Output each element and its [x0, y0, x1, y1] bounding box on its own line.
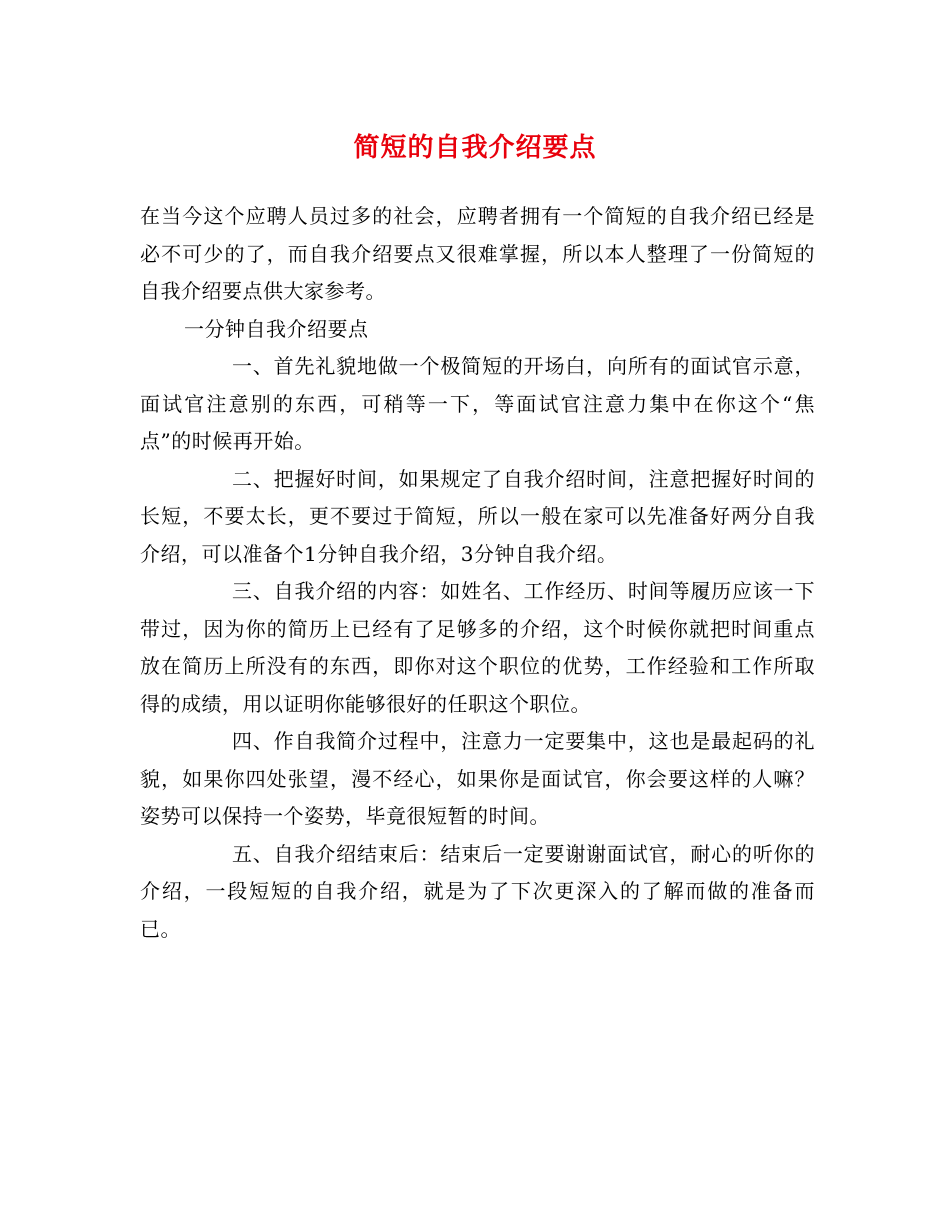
point-paragraph-5: 五、自我介绍结束后：结束后一定要谢谢面试官，耐心的听你的介绍，一段短短的自我介绍，就是为了下次更深入的了解而做的准备而已。	[140, 841, 815, 941]
point-paragraph-4: 四、作自我简介过程中，注意力一定要集中，这也是最起码的礼貌，如果你四处张望，漫不经心，如果你是面试官，你会要这样的人嘛？姿势可以保持一个姿势，毕竟很短暂的时间。	[140, 729, 815, 828]
subheading-paragraph: 一分钟自我介绍要点	[184, 316, 369, 341]
document-body	[140, 198, 815, 948]
point-paragraph-2: 二、把握好时间，如果规定了自我介绍时间，注意把握好时间的长短，不要太长，更不要过于简短，所以一般在家可以先准备好两分自我介绍，可以准备个1分钟自我介绍，3分钟自我介绍。	[140, 466, 815, 566]
point-paragraph-3: 三、自我介绍的内容：如姓名、工作经历、时间等履历应该一下带过，因为你的简历上已经有了足够多的介绍，这个时候你就把时间重点放在简历上所没有的东西，即你对这个职位的优势，工作经验和工作所取得的成绩，用以证明你能够很好的任职这个职位。	[140, 579, 815, 716]
document-title: 简短的自我介绍要点	[353, 133, 597, 163]
intro-paragraph: 在当今这个应聘人员过多的社会，应聘者拥有一个简短的自我介绍已经是必不可少的了，而自我介绍要点又很难掌握，所以本人整理了一份简短的自我介绍要点供大家参考。	[140, 204, 815, 303]
point-paragraph-1: 一、首先礼貌地做一个极简短的开场白，向所有的面试官示意，面试官注意别的东西，可稍等一下，等面试官注意力集中在你这个“焦点”的时候再开始。	[140, 354, 815, 453]
